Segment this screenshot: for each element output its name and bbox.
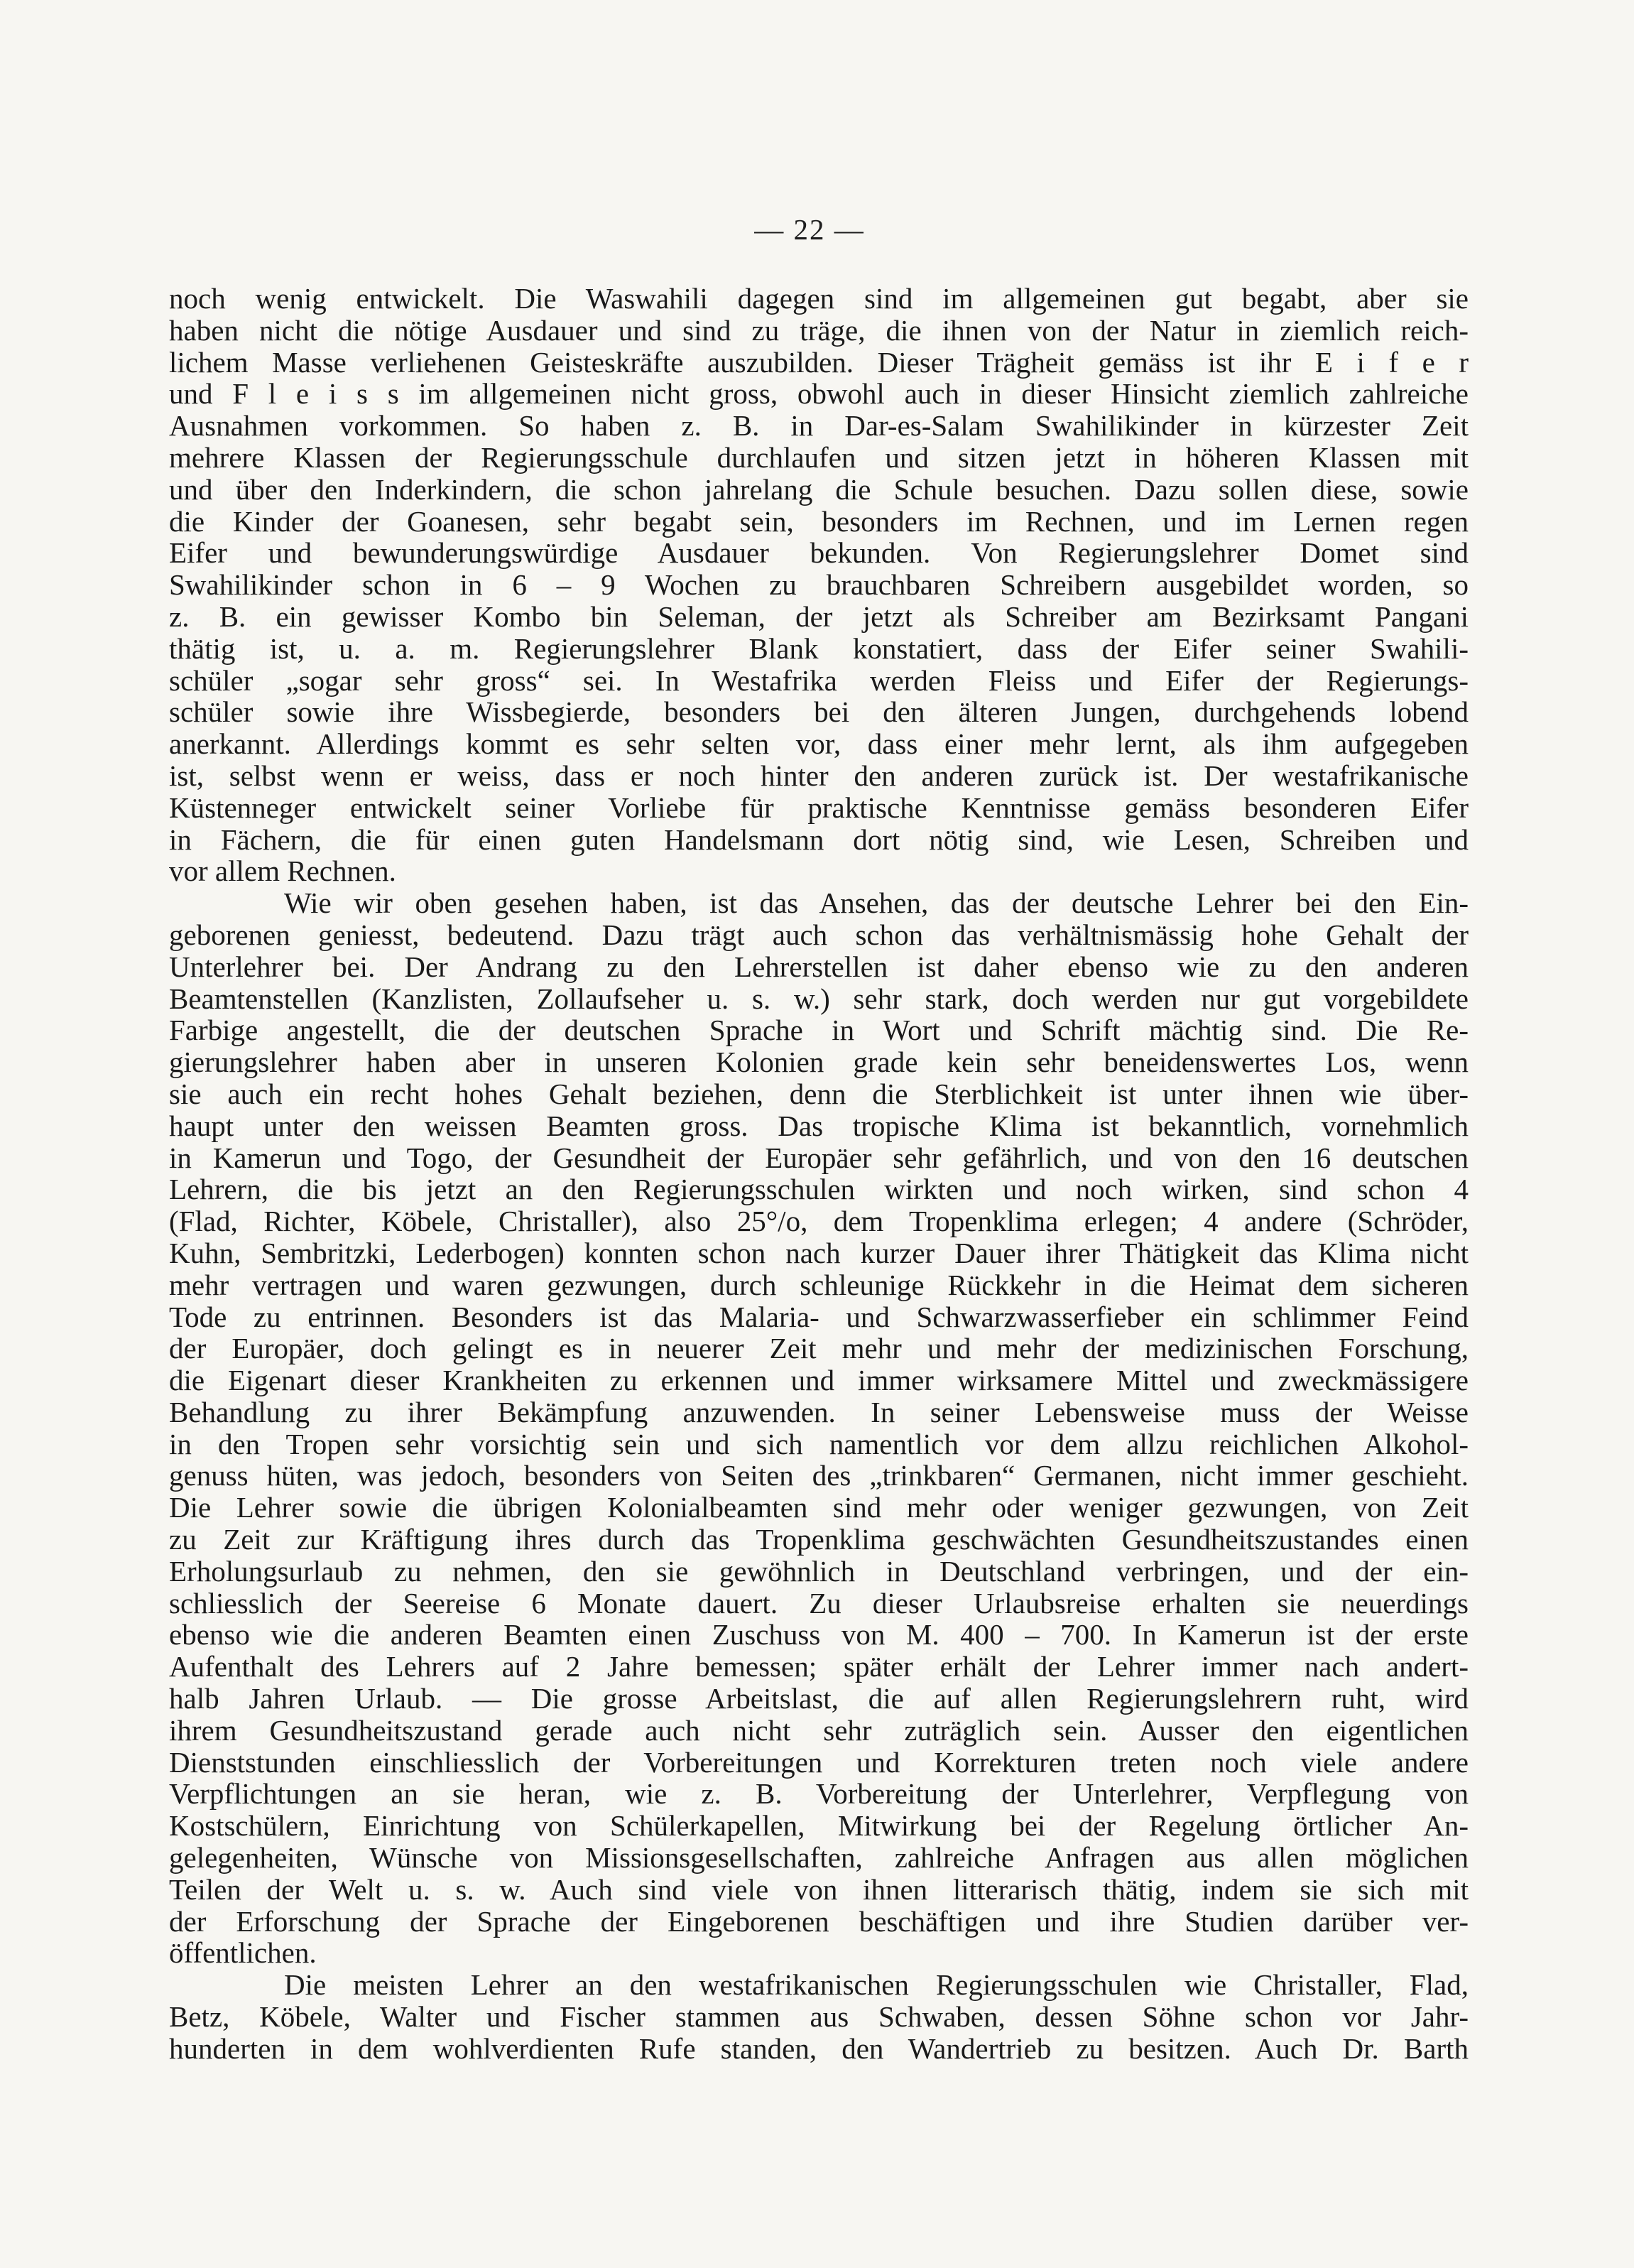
text-line: gierungslehrer haben aber in unseren Kolonien grade kein sehr beneidenswertes Los, wenn bbox=[169, 1046, 1469, 1079]
text-line: die Eigenart dieser Krankheiten zu erkennen und immer wirksamere Mittel und zweckmässigere bbox=[169, 1364, 1469, 1397]
text-line: schliesslich der Seereise 6 Monate dauert. Zu dieser Urlaubsreise erhalten sie neuerdings bbox=[169, 1586, 1469, 1619]
text-line: noch wenig entwickelt. Die Waswahili dagegen sind im allgemeinen gut begabt, aber sie bbox=[169, 282, 1469, 315]
text-line: haben nicht die nötige Ausdauer und sind zu träge, die ihnen von der Natur in ziemlich reich- bbox=[169, 313, 1469, 347]
text-line: Lehrern, die bis jetzt an den Regierungsschulen wirkten und noch wirken, sind schon 4 bbox=[169, 1173, 1469, 1206]
text-line: Eifer und bewunderungswürdige Ausdauer bekunden. Von Regierungslehrer Domet sind bbox=[169, 536, 1469, 570]
text-line: mehrere Klassen der Regierungsschule durchlaufen und sitzen jetzt in höheren Klassen mit bbox=[169, 440, 1469, 474]
text-line: geborenen geniesst, bedeutend. Dazu trägt auch schon das verhältnismässig hohe Gehalt der bbox=[169, 918, 1469, 951]
text-line: Unterlehrer bei. Der Andrang zu den Lehrerstellen ist daher ebenso wie zu den anderen bbox=[169, 950, 1469, 983]
paragraph bbox=[169, 283, 1469, 887]
text-line: Erholungsurlaub zu nehmen, den sie gewöhnlich in Deutschland verbringen, und der ein- bbox=[169, 1554, 1469, 1588]
text-line: Behandlung zu ihrer Bekämpfung anzuwenden. In seiner Lebensweise muss der Weisse bbox=[169, 1395, 1469, 1428]
body-text bbox=[169, 283, 1469, 2065]
text-line: ihrem Gesundheitszustand gerade auch nicht sehr zuträglich sein. Ausser den eigentlichen bbox=[169, 1713, 1469, 1747]
text-line: in den Tropen sehr vorsichtig sein und sich namentlich vor dem allzu reichlichen Alkohol- bbox=[169, 1427, 1469, 1460]
text-line: Kuhn, Sembritzki, Lederbogen) konnten schon nach kurzer Dauer ihrer Thätigkeit das Klima nicht bbox=[169, 1236, 1469, 1269]
text-line: mehr vertragen und waren gezwungen, durch schleunige Rückkehr in die Heimat dem sicheren bbox=[169, 1268, 1469, 1301]
text-line: zu Zeit zur Kräftigung ihres durch das Tropenklima geschwächten Gesundheitszustandes einen bbox=[169, 1523, 1469, 1556]
text-line: haupt unter den weissen Beamten gross. Das tropische Klima ist bekanntlich, vornehmlich bbox=[169, 1109, 1469, 1142]
text-line: halb Jahren Urlaub. — Die grosse Arbeitslast, die auf allen Regierungslehrern ruht, wird bbox=[169, 1682, 1469, 1715]
paragraph bbox=[169, 887, 1469, 1969]
text-line: Tode zu entrinnen. Besonders ist das Malaria- und Schwarzwasserfieber ein schlimmer Feind bbox=[169, 1300, 1469, 1333]
text-line: schüler sowie ihre Wissbegierde, besonders bei den älteren Jungen, durchgehends lobend bbox=[169, 695, 1469, 729]
text-line: in Kamerun und Togo, der Gesundheit der Europäer sehr gefährlich, und von den 16 deutschen bbox=[169, 1141, 1469, 1174]
text-line: ist, selbst wenn er weiss, dass er noch hinter den anderen zurück ist. Der westafrikanische bbox=[169, 759, 1469, 792]
text-line: Die Lehrer sowie die übrigen Kolonialbeamten sind mehr oder weniger gezwungen, von Zeit bbox=[169, 1491, 1469, 1524]
text-line: Teilen der Welt u. s. w. Auch sind viele von ihnen litterarisch thätig, indem sie sich mit bbox=[169, 1872, 1469, 1906]
text-line: schüler „sogar sehr gross“ sei. In Westafrika werden Fleiss und Eifer der Regierungs- bbox=[169, 663, 1469, 697]
text-line: Farbige angestellt, die der deutschen Sprache in Wort und Schrift mächtig sind. Die Re- bbox=[169, 1014, 1469, 1047]
paragraph bbox=[169, 1969, 1469, 2064]
text-line: öffentlichen. bbox=[169, 1936, 317, 1970]
text-line: anerkannt. Allerdings kommt es sehr selten vor, dass einer mehr lernt, als ihm aufgegeben bbox=[169, 727, 1469, 761]
text-line: in Fächern, die für einen guten Handelsmann dort nötig sind, wie Lesen, Schreiben und bbox=[169, 823, 1469, 856]
text-line: Wie wir oben gesehen haben, ist das Ansehen, das der deutsche Lehrer bei den Ein- bbox=[284, 886, 1469, 920]
text-line: Aufenthalt des Lehrers auf 2 Jahre bemessen; später erhält der Lehrer immer nach andert- bbox=[169, 1650, 1469, 1683]
text-line: Küstenneger entwickelt seiner Vorliebe für praktische Kenntnisse gemäss besonderen Eifer bbox=[169, 791, 1469, 824]
text-line: Verpflichtungen an sie heran, wie z. B. Vorbereitung der Unterlehrer, Verpflegung von bbox=[169, 1777, 1469, 1811]
text-line: sie auch ein recht hohes Gehalt beziehen, denn die Sterblichkeit ist unter ihnen wie über- bbox=[169, 1077, 1469, 1110]
text-line: Ausnahmen vorkommen. So haben z. B. in Dar-es-Salam Swahilikinder in kürzester Zeit bbox=[169, 409, 1469, 443]
text-line: vor allem Rechnen. bbox=[169, 854, 396, 888]
text-line: z. B. ein gewisser Kombo bin Seleman, der jetzt als Schreiber am Bezirksamt Pangani bbox=[169, 599, 1469, 633]
text-line: gelegenheiten, Wünsche von Missionsgesellschaften, zahlreiche Anfragen aus allen möglichen bbox=[169, 1841, 1469, 1874]
text-line: die Kinder der Goanesen, sehr begabt sein, besonders im Rechnen, und im Lernen regen bbox=[169, 504, 1469, 538]
text-line: Die meisten Lehrer an den westafrikanischen Regierungsschulen wie Christaller, Flad, bbox=[284, 1968, 1469, 2002]
text-line: lichem Masse verliehenen Geisteskräfte auszubilden. Dieser Trägheit gemäss ist ihr E i f e r bbox=[169, 345, 1469, 379]
text-line: ebenso wie die anderen Beamten einen Zuschuss von M. 400 – 700. In Kamerun ist der erste bbox=[169, 1618, 1469, 1651]
text-line: hunderten in dem wohlverdienten Rufe standen, den Wandertrieb zu besitzen. Auch Dr. Barth bbox=[169, 2031, 1469, 2065]
text-line: der Europäer, doch gelingt es in neuerer Zeit mehr und mehr der medizinischen Forschung, bbox=[169, 1332, 1469, 1365]
text-line: und F l e i s s im allgemeinen nicht gross, obwohl auch in dieser Hinsicht ziemlich zahlreiche bbox=[169, 377, 1469, 411]
text-line: Beamtenstellen (Kanzlisten, Zollaufseher u. s. w.) sehr stark, doch werden nur gut vorgebildete bbox=[169, 982, 1469, 1015]
text-line: Betz, Köbele, Walter und Fischer stammen aus Schwaben, dessen Söhne schon vor Jahr- bbox=[169, 2000, 1469, 2034]
text-line: und über den Inderkindern, die schon jahrelang die Schule besuchen. Dazu sollen diese, sowie bbox=[169, 472, 1469, 506]
text-line: Kostschülern, Einrichtung von Schülerkapellen, Mitwirkung bei der Regelung örtlicher An- bbox=[169, 1809, 1469, 1843]
text-line: der Erforschung der Sprache der Eingeborenen beschäftigen und ihre Studien darüber ver- bbox=[169, 1904, 1469, 1938]
text-line: (Flad, Richter, Köbele, Christaller), also 25°/o, dem Tropenklima erlegen; 4 andere (Schröder, bbox=[169, 1205, 1469, 1238]
text-line: thätig ist, u. a. m. Regierungslehrer Blank konstatiert, dass der Eifer seiner Swahili- bbox=[169, 631, 1469, 665]
text-line: genuss hüten, was jedoch, besonders von Seiten des „trinkbaren“ Germanen, nicht immer geschieht. bbox=[169, 1459, 1469, 1492]
page-number: — 22 — bbox=[754, 213, 865, 246]
text-line: Swahilikinder schon in 6 – 9 Wochen zu brauchbaren Schreibern ausgebildet worden, so bbox=[169, 568, 1469, 602]
text-line: Dienststunden einschliesslich der Vorbereitungen und Korrekturen treten noch viele andere bbox=[169, 1745, 1469, 1779]
